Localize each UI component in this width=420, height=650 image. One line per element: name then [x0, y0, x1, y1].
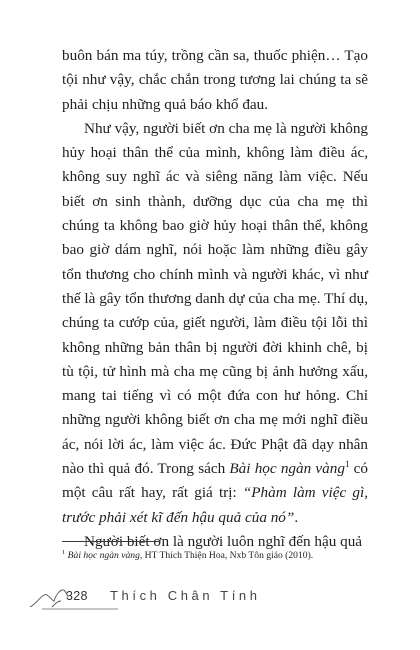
paragraph-2 [62, 117, 368, 530]
paragraph-1: buôn bán ma túy, trồng cần sa, thuốc phiện… Tạo tội như vậy, chắc chắn trong tương lai chúng ta sẽ phải chịu những quả báo khổ đau. [62, 47, 368, 113]
footnote-text: , HT Thích Thiện Hoa, Nxb Tôn giáo (2010). [139, 550, 314, 561]
footnote-reference[interactable]: 1 [344, 458, 350, 469]
body-text [62, 44, 368, 554]
quote: “Phàm làm việc gì, trước phải xét kĩ đến hậu quả của nó” [62, 484, 369, 526]
footnote [62, 549, 372, 562]
paragraph-2-text-b: có một câu rất hay, rất giá trị: [62, 460, 368, 502]
page-number: 328 [66, 589, 88, 603]
footnote-divider [62, 541, 160, 542]
paragraph-2-text-a: Như vậy, người biết ơn cha mẹ là người không hủy hoại thân thể của mình, không làm điều ác, không suy nghĩ ác và siêng năng làm việc. Nếu biết ơn sinh thành, dưỡng dục của cha mẹ thì chúng ta không bao giờ hủy hoại thân thể, không bao giờ dám nghĩ, nói hoặc làm những điều gây tổn thương cho chính mình và người khác, vì như thế là gây tổn thương danh dự của cha mẹ. Thí dụ, chúng ta cướp của, giết người, làm điều tội lỗi thì không những bản thân bị người đời khinh chê, bị tù tội, tử hình mà cha mẹ cũng bị ảnh hưởng xấu, mang tai tiếng vì có một đứa con hư hỏng. Chỉ những người không biết ơn cha mẹ mới nghĩ điều ác, nói lời ác, làm việc ác. Đức Phật đã dạy nhân nào thì quả đó. Trong sách [62, 119, 369, 478]
running-footer-author: Thích Chân Tính [110, 588, 261, 603]
paragraph-3: Người biết ơn là người luôn nghĩ đến hậu quả [84, 532, 363, 550]
footnote-marker: 1 [62, 548, 66, 556]
paragraph-2-end: . [294, 508, 299, 526]
book-title: Bài học ngàn vàng [229, 460, 345, 478]
footnote-book-title: Bài học ngàn vàng [67, 550, 140, 561]
